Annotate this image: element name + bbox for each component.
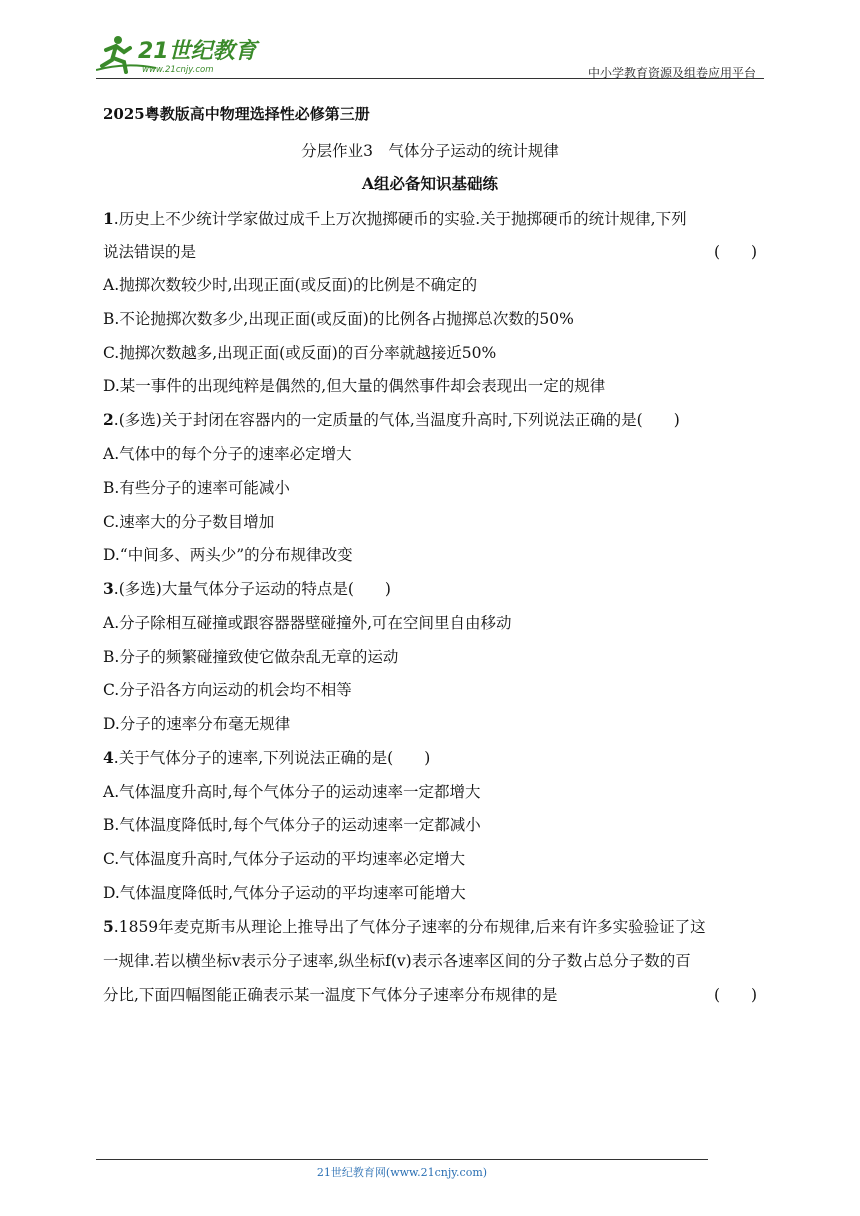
lesson-title: 分层作业3 气体分子运动的统计规律 <box>301 142 559 160</box>
option-b: B.分子的频繁碰撞致使它做杂乱无章的运动 <box>103 648 399 666</box>
option-d: D.“中间多、两头少”的分布规律改变 <box>103 546 353 564</box>
question-number: 2 <box>103 410 114 429</box>
option-a: A.分子除相互碰撞或跟容器器壁碰撞外,可在空间里自由移动 <box>103 614 512 632</box>
option-a: A.抛掷次数较少时,出现正面(或反面)的比例是不确定的 <box>103 276 478 294</box>
option-d: D.分子的速率分布毫无规律 <box>103 715 291 733</box>
section-title: A组必备知识基础练 <box>361 174 499 193</box>
question-1-stem-line-2: 说法错误的是 <box>103 243 197 261</box>
option-a: A.气体温度升高时,每个气体分子的运动速率一定都增大 <box>103 783 481 801</box>
question-number: 3 <box>103 579 114 598</box>
logo-text: 21世纪教育 <box>138 39 257 64</box>
logo <box>96 32 266 76</box>
question-2-stem: 2.(多选)关于封闭在容器内的一定质量的气体,当温度升高时,下列说法正确的是( ) <box>103 410 680 429</box>
question-number: 4 <box>103 748 114 767</box>
question-4-stem: 4.关于气体分子的速率,下列说法正确的是( ) <box>103 748 431 767</box>
page-header <box>96 30 764 78</box>
option-b: B.气体温度降低时,每个气体分子的运动速率一定都减小 <box>103 816 481 834</box>
option-b: B.有些分子的速率可能减小 <box>103 479 290 497</box>
question-1-stem-line-1: 1.历史上不少统计学家做过成千上万次抛掷硬币的实验.关于抛掷硬币的统计规律,下列 <box>103 209 687 228</box>
question-5-stem-line-2: 一规律.若以横坐标v表示分子速率,纵坐标f(v)表示各速率区间的分子数占总分子数的百 <box>103 952 691 970</box>
question-5-stem-line-3: 分比,下面四幅图能正确表示某一温度下气体分子速率分布规律的是 <box>103 986 558 1004</box>
option-b: B.不论抛掷次数多少,出现正面(或反面)的比例各占抛掷总次数的50% <box>103 310 574 328</box>
option-d: D.某一事件的出现纯粹是偶然的,但大量的偶然事件却会表现出一定的规律 <box>103 377 606 395</box>
option-a: A.气体中的每个分子的速率必定增大 <box>103 445 352 463</box>
question-number: 1 <box>103 209 114 228</box>
option-d: D.气体温度降低时,气体分子运动的平均速率可能增大 <box>103 884 466 902</box>
platform-name: 中小学教育资源及组卷应用平台 <box>587 66 756 80</box>
question-5-stem-line-1: 5.1859年麦克斯韦从理论上推导出了气体分子速率的分布规律,后来有许多实验验证了这 <box>103 917 706 936</box>
option-c: C.速率大的分子数目增加 <box>103 513 275 531</box>
answer-blank: ( ) <box>714 243 758 261</box>
logo-url: www.21cnjy.com <box>142 65 214 75</box>
question-number: 5 <box>103 917 114 936</box>
option-c: C.气体温度升高时,气体分子运动的平均速率必定增大 <box>103 850 466 868</box>
answer-blank: ( ) <box>714 986 758 1004</box>
question-3-stem: 3.(多选)大量气体分子运动的特点是( ) <box>103 579 391 598</box>
footer-divider <box>96 1159 708 1160</box>
footer-link[interactable]: 21世纪教育网(www.21cnjy.com) <box>316 1166 488 1179</box>
header-divider <box>96 78 764 79</box>
book-title: 2025粤教版高中物理选择性必修第三册 <box>103 105 370 123</box>
option-c: C.分子沿各方向运动的机会均不相等 <box>103 681 352 699</box>
option-c: C.抛掷次数越多,出现正面(或反面)的百分率就越接近50% <box>103 344 497 362</box>
